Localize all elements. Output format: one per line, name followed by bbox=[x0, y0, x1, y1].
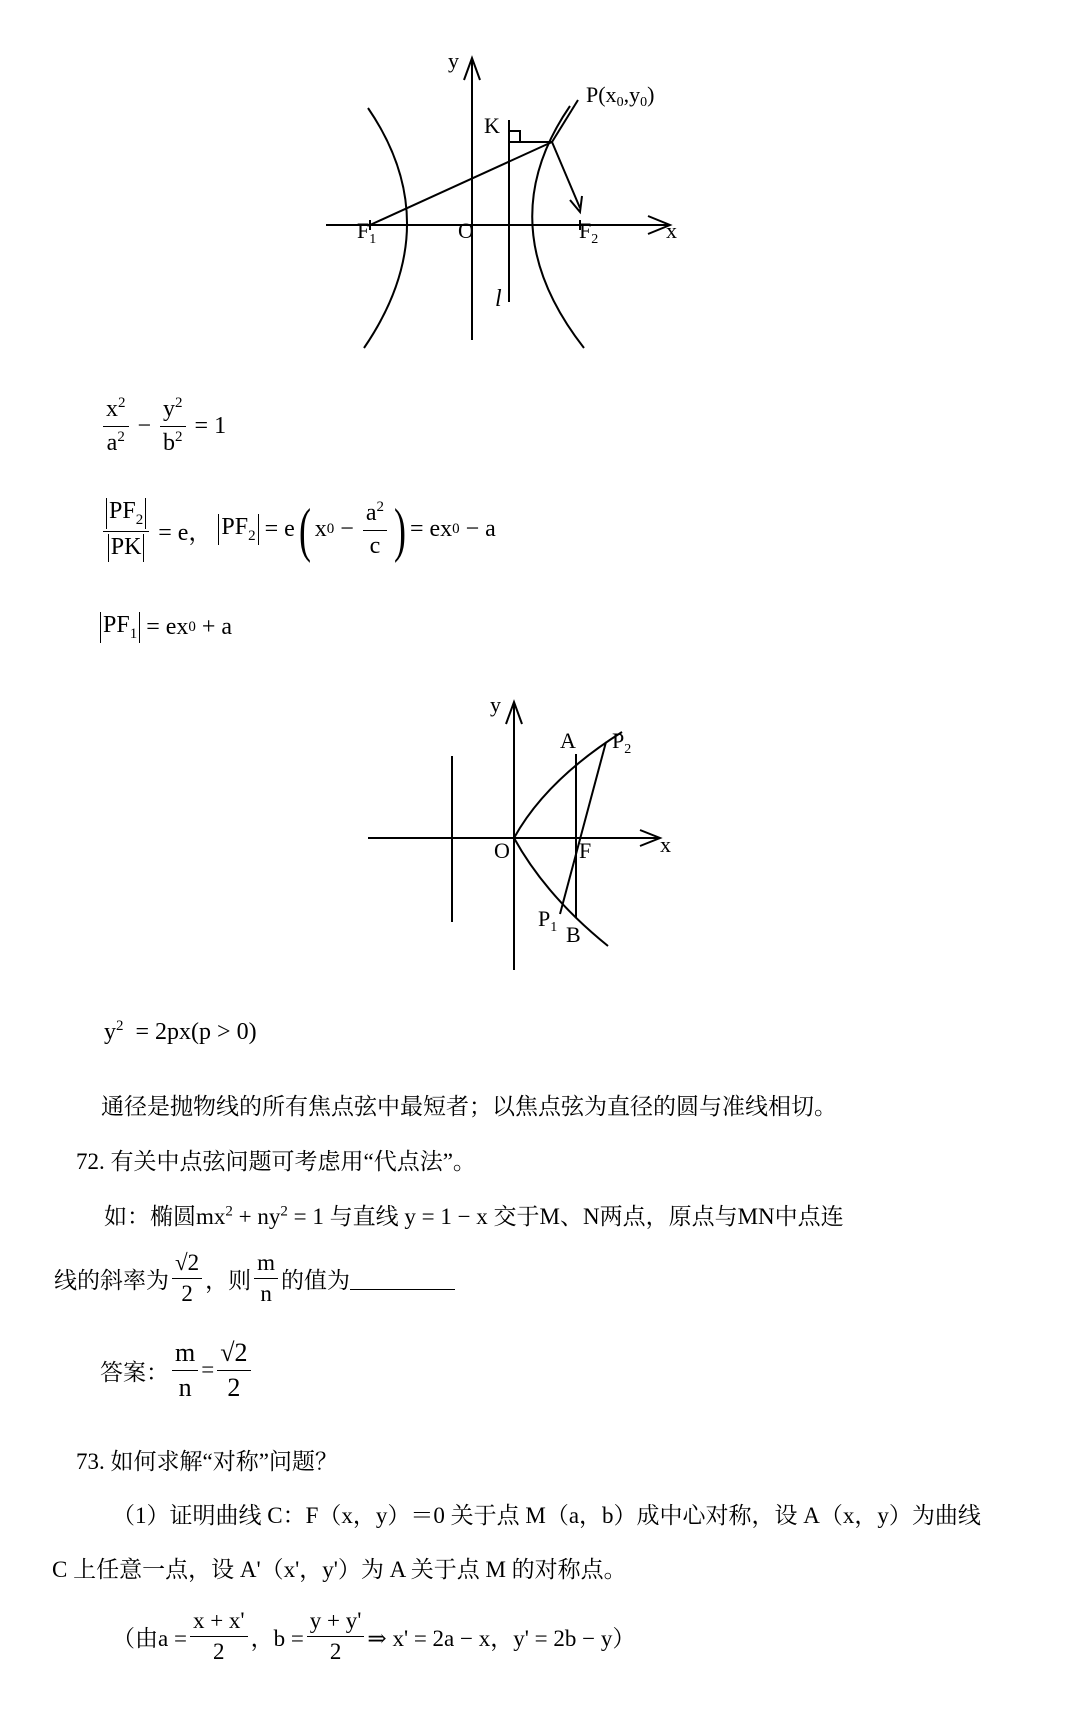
pointer-P bbox=[552, 100, 578, 142]
item-72-line2: 线的斜率为 $\frac{√2}{2}$ ，则 $\frac{m}{n}$ 的值为 bbox=[54, 1250, 455, 1308]
item-73-para2: C 上任意一点，设 A'（x'，y'）为 A 关于点 M 的对称点。 bbox=[52, 1557, 627, 1582]
answer-blank bbox=[350, 1267, 455, 1290]
label-P: P(x0,y0) bbox=[586, 82, 655, 110]
label-F1: $F_1$ bbox=[357, 218, 377, 247]
label-x: x bbox=[660, 832, 671, 857]
item-72-example: 如：椭圆$mx^2 + ny^2 = 1$ 与直线 y = 1 − x 交于M、N两点，原点与MN中点连 bbox=[104, 1203, 844, 1229]
hyperbola-equation: $\frac{x^2}{a^2}$ − $\frac{y^2}{b^2}$ = 1 bbox=[100, 395, 226, 457]
eccentricity-formula: $\frac{PF_2}{PK}$ = e， $PF_2$ = e ( x 0 − $\frac{a^2}{c}$ ) = ex 0 − a bbox=[100, 498, 496, 562]
right-angle-mark bbox=[509, 131, 520, 142]
item-73-formula: （由a = $\frac{x + x'}{2}$ ，b = $\frac{y + y'}{2}$ ⇒ x' = 2a − x，y' = 2b − y） bbox=[112, 1608, 636, 1665]
label-B: B bbox=[566, 922, 581, 947]
label-l: l bbox=[495, 286, 502, 312]
segment-PF1 bbox=[370, 142, 552, 225]
item-73-para1: （1）证明曲线 C：F（x，y）＝0 关于点 M（a，b）成中心对称，设 A（x，y）为曲线 bbox=[112, 1503, 981, 1528]
label-F2: $F_2$ bbox=[579, 218, 599, 247]
label-P2: $P_2$ bbox=[612, 728, 632, 757]
label-K: K bbox=[484, 113, 500, 138]
segment-PF2 bbox=[552, 142, 580, 208]
item-72-title: 72. 有关中点弦问题可考虑用“代点法”。 bbox=[76, 1149, 476, 1174]
label-O: O bbox=[458, 218, 474, 243]
label-y: y bbox=[448, 48, 459, 73]
parabola-figure bbox=[360, 690, 700, 980]
label-F: F bbox=[579, 838, 592, 863]
label-O: O bbox=[494, 838, 510, 863]
label-P1: $P_1$ bbox=[538, 906, 558, 935]
hyperbola-figure bbox=[320, 40, 720, 350]
item-73-title: 73. 如何求解“对称”问题？ bbox=[76, 1449, 338, 1474]
label-y: y bbox=[490, 692, 501, 717]
latus-rectum-note: 通径是抛物线的所有焦点弦中最短者；以焦点弦为直径的圆与准线相切。 bbox=[101, 1094, 837, 1119]
label-A: A bbox=[560, 728, 576, 753]
label-x: x bbox=[666, 218, 677, 243]
focal-chord-P1P2 bbox=[560, 742, 606, 914]
item-72-answer: 答案： $\frac{m}{n}$ = $\frac{√2}{2}$ bbox=[100, 1338, 254, 1403]
parabola-equation: $y^2 = 2px(p > 0)$ bbox=[104, 1018, 257, 1045]
focal-radius-formula: $PF_1$ = ex 0 + a bbox=[100, 612, 232, 643]
